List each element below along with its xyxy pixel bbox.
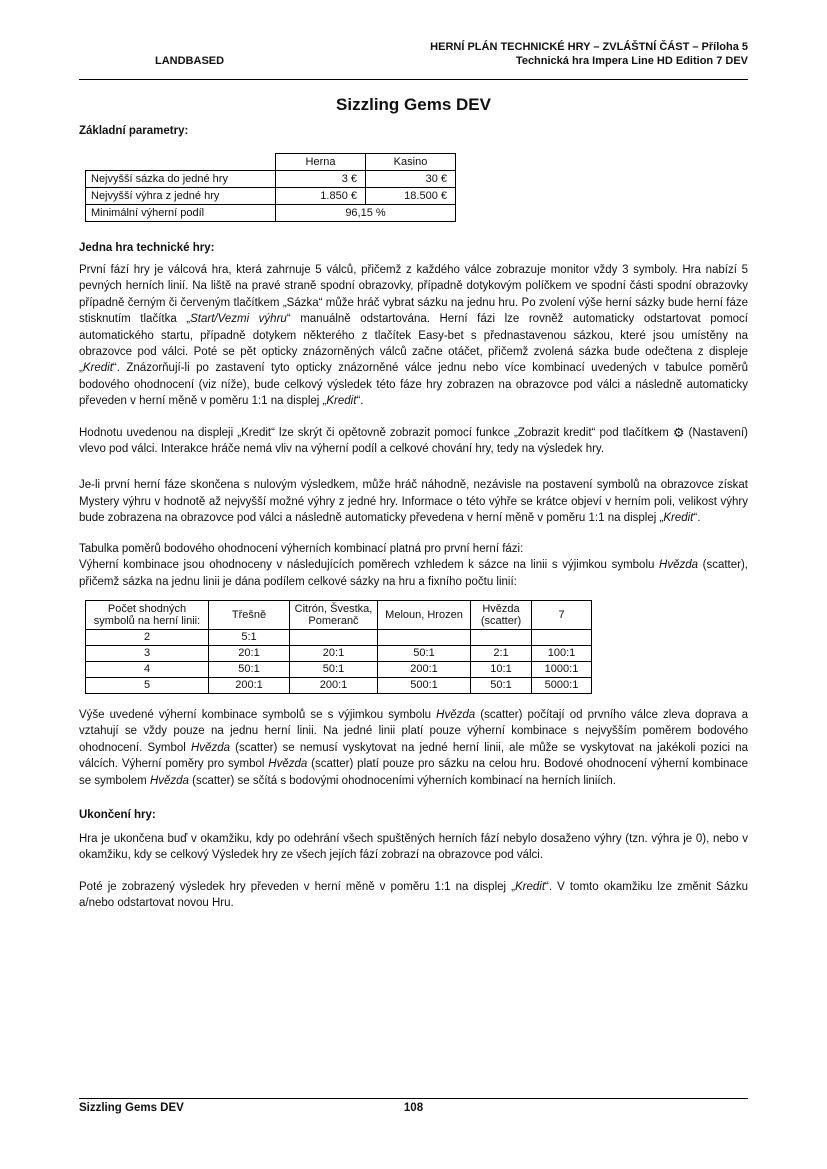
- value-merged: 96,15 %: [276, 205, 456, 222]
- value-herna: 3 €: [276, 171, 366, 188]
- text-segment: První fází hry je válcová hra, která zahrnuje 5 válců, přičemž z každého válce zobrazuje monitor vždy 3 symboly. Hra nabízí 5 pevných herních linií. Na liště na pravé straně spodní obrazovky, případně dotykovým políčkem ve spodní části spodní obrazovky případně černým či červeným tlačítkem „Sázka“ může hráč vybrat sázku na jednu hru. Po zvolení výše herní sázky bude herní fáze stisknutím tlačítka „: [79, 264, 748, 326]
- table-cell: 5000:1: [532, 677, 592, 693]
- table-cell: 10:1: [471, 661, 532, 677]
- table-row: [86, 205, 456, 222]
- table-cell: 1000:1: [532, 661, 592, 677]
- table-cell: 200:1: [378, 661, 471, 677]
- text-segment: Kredit: [82, 362, 113, 375]
- table-cell: 200:1: [209, 677, 290, 693]
- table-cell: 20:1: [209, 645, 290, 661]
- heading-basic-params: Základní parametry:: [79, 125, 189, 137]
- text-segment: (scatter), přičemž sázka na jednu linii je dána podílem celkové sázky na hru a fixního počtu linií:: [79, 559, 748, 588]
- text-segment: Kredit: [514, 880, 546, 893]
- table-cell: 500:1: [378, 677, 471, 693]
- column-header-melon-grapes: Meloun, Hrozen: [378, 600, 471, 629]
- paragraph-payout-table-intro: [79, 541, 748, 590]
- text-segment: (scatter) platí pouze pro sázku na celou hru. Bodové ohodnocení výherní kombinace se symbolem: [79, 758, 748, 787]
- text-segment: Výherní kombinace jsou ohodnoceny v následujících poměrech vzhledem k sázce na linii s výjimkou symbolu: [79, 559, 660, 572]
- footer-content: [79, 1099, 748, 1114]
- table-cell: 2:1: [471, 645, 532, 661]
- table-cell: [378, 629, 471, 645]
- text-segment: Hvězda: [436, 708, 476, 721]
- heading-end-game: Ukončení hry:: [79, 808, 156, 821]
- text-segment: (scatter) se nemusí vyskytovat na jedné herní linii, ale může se vyskytovat na jakékoli pozici na válcích. Výherní poměry pro symbol: [79, 741, 748, 771]
- header-game-label: Technická hra Impera Line HD Edition 7 DEV: [515, 55, 748, 67]
- table-cell: 50:1: [471, 677, 532, 693]
- table-row: [86, 677, 592, 693]
- table-header-row: [86, 600, 592, 629]
- table-row: [86, 629, 592, 645]
- text-segment: Start/Vezmi výhru: [190, 313, 287, 326]
- table-cell: 200:1: [290, 677, 378, 693]
- header-line-2: [79, 54, 748, 68]
- text-segment: Výše uvedené výherní kombinace symbolů se s výjimkou symbolu: [79, 708, 437, 721]
- table-cell: 100:1: [532, 645, 592, 661]
- text-segment: Hvězda: [268, 758, 308, 771]
- header-divider: [79, 79, 748, 80]
- text-segment: “. V tomto okamžiku lze změnit Sázku a/nebo odstartovat novou Hru.: [79, 880, 749, 910]
- text-segment: Tabulka poměrů bodového ohodnocení výherních kombinací platná pro první herní fázi:: [79, 542, 524, 555]
- row-label: Minimální výherní podíl: [86, 205, 276, 222]
- value-kasino: 30 €: [366, 171, 456, 188]
- table-cell: 5: [86, 677, 209, 693]
- text-segment: (scatter) počítají od prvního válce zleva doprava a vztahují se vždy pouze na jednu herní linii. Na jedné linii platí pouze výherní kombinace s nejvyšším poměrem bodového ohodnocení. Symbol: [79, 708, 748, 754]
- text-segment: Hvězda: [149, 774, 189, 787]
- table-cell: 3: [86, 645, 209, 661]
- text-segment: Kredit: [326, 395, 357, 408]
- column-header-lemon-plum-orange: Citrón, Švestka, Pomeranč: [290, 600, 378, 629]
- row-label: Nejvyšší výhra z jedné hry: [86, 188, 276, 205]
- column-header-cherries: Třešně: [209, 600, 290, 629]
- paragraph-game-end: [79, 831, 748, 864]
- text-segment: Je-li první herní fáze skončena s nulovým výsledkem, může hráč náhodně, nezávisle na postavení symbolů na obrazovce získat Mystery výhru v hodnotě až nejvyšší možné výhry z jedné hry. Informace o této výhře se krátce objeví v herním poli, velikost výhry bude zobrazena na obrazovce pod válci a následně automaticky převedena v herní měně v poměru 1:1 na displej „: [79, 479, 748, 525]
- table-cell: 50:1: [290, 661, 378, 677]
- paragraph-mystery-win: [79, 477, 748, 526]
- text-segment: “.: [356, 395, 364, 408]
- payout-ratios-table: [85, 600, 592, 694]
- basic-params-table: [85, 153, 456, 222]
- page-content: [79, 0, 748, 912]
- table-row: [86, 171, 456, 188]
- footer-game-title: Sizzling Gems DEV: [79, 1102, 184, 1114]
- value-kasino: 18.500 €: [366, 188, 456, 205]
- table-row: [86, 188, 456, 205]
- text-segment: Hra je ukončena buď v okamžiku, kdy po odehrání všech spuštěných herních fází nebylo dosaženo výhry (tzn. výhra je 0), nebo v okamžiku, kdy se celkový Výsledek hry ze všech jejích fází zobrazí na obrazovce pod válci.: [79, 832, 748, 862]
- column-header-symbol-count: Počet shodných symbolů na herní linii:: [86, 600, 209, 629]
- text-segment: “ manuálně odstartována. Herní fázi lze rovněž automaticky odstartovat pomocí automatického startu, případně dotykem některého z tlačítek Easy-bet s přednastavenou sázkou, které jsou umístěny na obrazovce pod válci. Poté se pět opticky znázorněných válců začne otáčet, přičemž zvolená sázka bude odečtena z displeje „: [79, 313, 748, 375]
- paragraph-result-transfer: [79, 879, 748, 912]
- paragraph-game-phase: [79, 262, 748, 410]
- row-label: Nejvyšší sázka do jedné hry: [86, 171, 276, 188]
- table-cell: [290, 629, 378, 645]
- text-segment: (Nastavení) vlevo pod válci. Interakce hráče nemá vliv na výherní podíl a celkové chování hry, tedy na výsledek hry.: [79, 426, 748, 456]
- column-header-star-scatter: Hvězda (scatter): [471, 600, 532, 629]
- table-cell: 5:1: [209, 629, 290, 645]
- text-segment: Poté je zobrazený výsledek hry převeden v herní měně v poměru 1:1 na displej „: [79, 880, 515, 893]
- table-cell: [471, 629, 532, 645]
- table-cell: 20:1: [290, 645, 378, 661]
- value-herna: 1.850 €: [276, 188, 366, 205]
- table-row: [86, 645, 592, 661]
- table-cell: 4: [86, 661, 209, 677]
- page-number: 108: [403, 1102, 424, 1114]
- text-segment: Kredit: [663, 512, 694, 525]
- page-footer: [79, 1098, 748, 1114]
- text-segment: Hvězda: [659, 559, 699, 572]
- column-header-kasino: Kasino: [366, 154, 456, 171]
- gear-icon: ⚙: [672, 424, 685, 440]
- text-segment: Hvězda: [191, 741, 230, 754]
- text-segment: “. Znázorňují-li po zastavení tyto opticky znázorněné válce jednu nebo více kombinací uvedených v tabulce poměrů bodového ohodnocení (viz níže), bude celkový výsledek této fáze hry zobrazen na obrazovce pod válci a následně automaticky převeden v herní měně v poměru 1:1 na displej „: [79, 362, 748, 408]
- table-row: [86, 154, 456, 171]
- column-header-herna: Herna: [276, 154, 366, 171]
- text-segment: (scatter) se sčítá s bodovými ohodnoceními výherních kombinací na herních liniích.: [188, 774, 616, 787]
- heading-one-game: Jedna hra technické hry:: [79, 242, 215, 254]
- text-segment: Hodnotu uvedenou na displeji „Kredit“ lze skrýt či opětovně zobrazit pomocí funkce „Zobrazit kredit“ pod tlačítkem: [79, 426, 673, 439]
- table-cell: 2: [86, 629, 209, 645]
- text-segment: “.: [693, 512, 701, 525]
- table-cell: 50:1: [378, 645, 471, 661]
- page-title: Sizzling Gems DEV: [336, 95, 491, 114]
- table-cell: [532, 629, 592, 645]
- table-cell: 50:1: [209, 661, 290, 677]
- column-header-seven: 7: [532, 600, 592, 629]
- header-line-1: HERNÍ PLÁN TECHNICKÉ HRY – ZVLÁŠTNÍ ČÁST – Příloha 5: [430, 41, 748, 53]
- header-landbased-label: LANDBASED: [155, 55, 225, 67]
- table-cell-empty: [86, 154, 276, 171]
- paragraph-combination-rules: [79, 707, 748, 789]
- paragraph-kredit-display: [79, 425, 748, 458]
- table-row: [86, 661, 592, 677]
